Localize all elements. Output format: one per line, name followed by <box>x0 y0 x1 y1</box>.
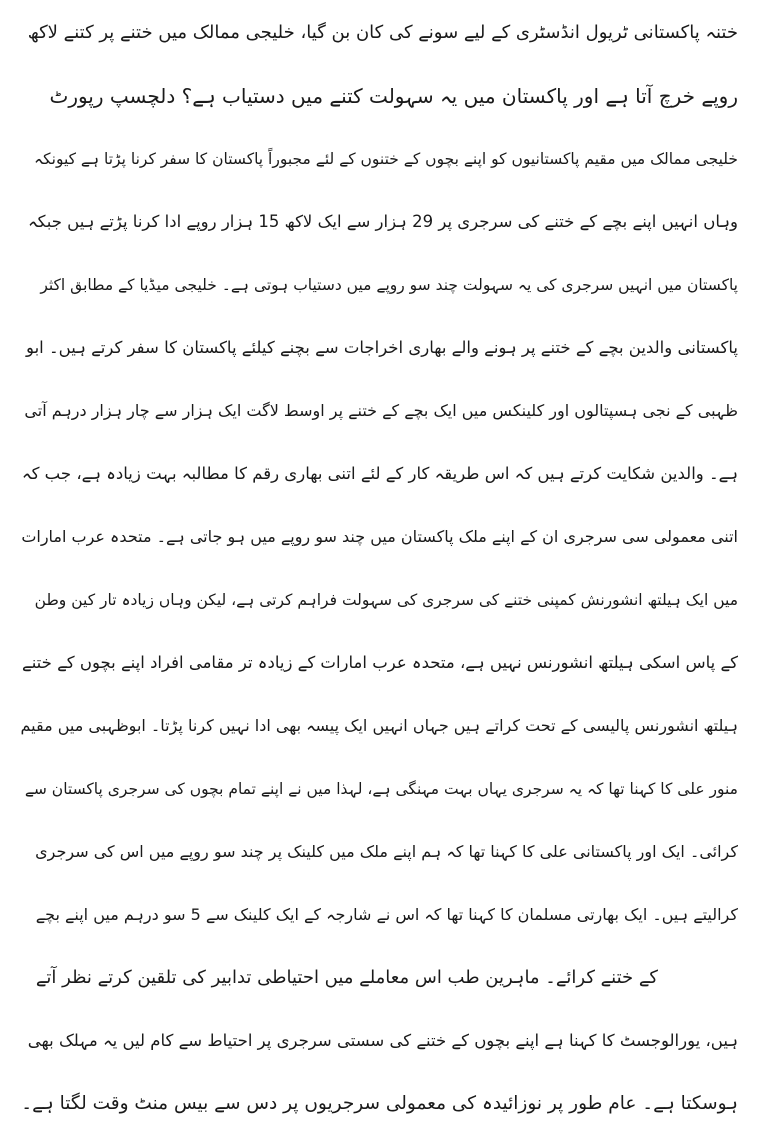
article-line-9: اتنی معمولی سی سرجری ان کے اپنے ملک پاکستان میں چند سو روپے میں ہو جاتی ہے۔ متحدہ عرب امارات <box>21 527 738 546</box>
article-line-14: کرائی۔ ایک اور پاکستانی علی کا کہنا تھا کہ ہم اپنے ملک میں کلینک پر چند سو روپے میں اس کی سرجری <box>35 842 738 861</box>
article-line-17: ہیں، یورالوجسٹ کا کہنا ہے اپنے بچوں کے ختنے کی سستی سرجری پر احتیاط سے کام لیں یہ مہلک بھی <box>27 1031 738 1050</box>
article-line-12: ہیلتھ انشورنس پالیسی کے تحت کراتے ہیں جہاں انہیں ایک پیسہ بھی ادا نہیں کرنا پڑتا۔ ابوظہبی میں مقیم <box>20 716 738 735</box>
article-line-7: ظہبی کے نجی ہسپتالوں اور کلینکس میں ایک بچے کے ختنے پر اوسط لاگت ایک ہزار سے چار ہزار درہم آتی <box>24 401 738 420</box>
article-line-8: ہے۔ والدین شکایت کرتے ہیں کہ اس طریقہ کار کے لئے اتنی بھاری رقم کا مطالبہ بہت زیادہ ہے، جب کہ <box>21 464 738 483</box>
article-line-16: کے ختنے کرائے۔ ماہرین طب اس معاملے میں احتیاطی تدابیر کی تلقین کرتے نظر آتے <box>35 967 658 988</box>
article-line-4: وہاں انہیں اپنے بچے کے ختنے کی سرجری پر 29 ہزار سے ایک لاکھ 15 ہزار روپے ادا کرنا پڑتے ہیں جبکہ <box>27 212 738 231</box>
article-line-6: پاکستانی والدین بچے کے ختنے پر ہونے والے بھاری اخراجات سے بچنے کیلئے پاکستان کا سفر کرتے ہیں۔ ابو <box>26 338 738 357</box>
article-line-11: کے پاس اسکی ہیلتھ انشورنس نہیں ہے، متحدہ عرب امارات کے زیادہ تر مقامی افراد اپنے بچوں کے ختنے <box>22 653 738 672</box>
article-line-10: میں ایک ہیلتھ انشورنش کمپنی ختنے کی سرجری کی سہولت فراہم کرتی ہے، لیکن وہاں زیادہ تار کین وطن <box>34 591 738 609</box>
article-line-18: ہوسکتا ہے۔ عام طور پر نوزائیدہ کی معمولی سرجریوں پر دس سے بیس منٹ وقت لگتا ہے۔ <box>21 1093 738 1114</box>
article-line-3: خلیجی ممالک میں مقیم پاکستانیوں کو اپنے بچوں کے ختنوں کے لئے مجبوراً پاکستان کا سفر کرنا پڑتا ہے کیونکہ <box>33 150 738 168</box>
article-line-15: کرالیتے ہیں۔ ایک بھارتی مسلمان کا کہنا تھا کہ اس نے شارجہ کے ایک کلینک سے 5 سو درہم میں اپنے بچے <box>35 905 738 924</box>
article-line-5: پاکستان میں انہیں سرجری کی یہ سہولت چند سو روپے میں دستیاب ہوتی ہے۔ خلیجی میڈیا کے مطابق اکثر <box>40 276 738 294</box>
article-line-2: روپے خرچ آتا ہے اور پاکستان میں یہ سہولت کتنے میں دستیاب ہے؟ دلچسپ رپورٹ <box>49 84 738 108</box>
article-line-1: ختنہ پاکستانی ٹریول انڈسٹری کے لیے سونے کی کان بن گیا، خلیجی ممالک میں ختنے پر کتنے لاکھ <box>27 22 738 43</box>
article-line-13: منور علی کا کہنا تھا کہ یہ سرجری یہاں بہت مہنگی ہے، لہذا میں نے اپنے تمام بچوں کی سرجری پاکستان سے <box>24 780 738 798</box>
